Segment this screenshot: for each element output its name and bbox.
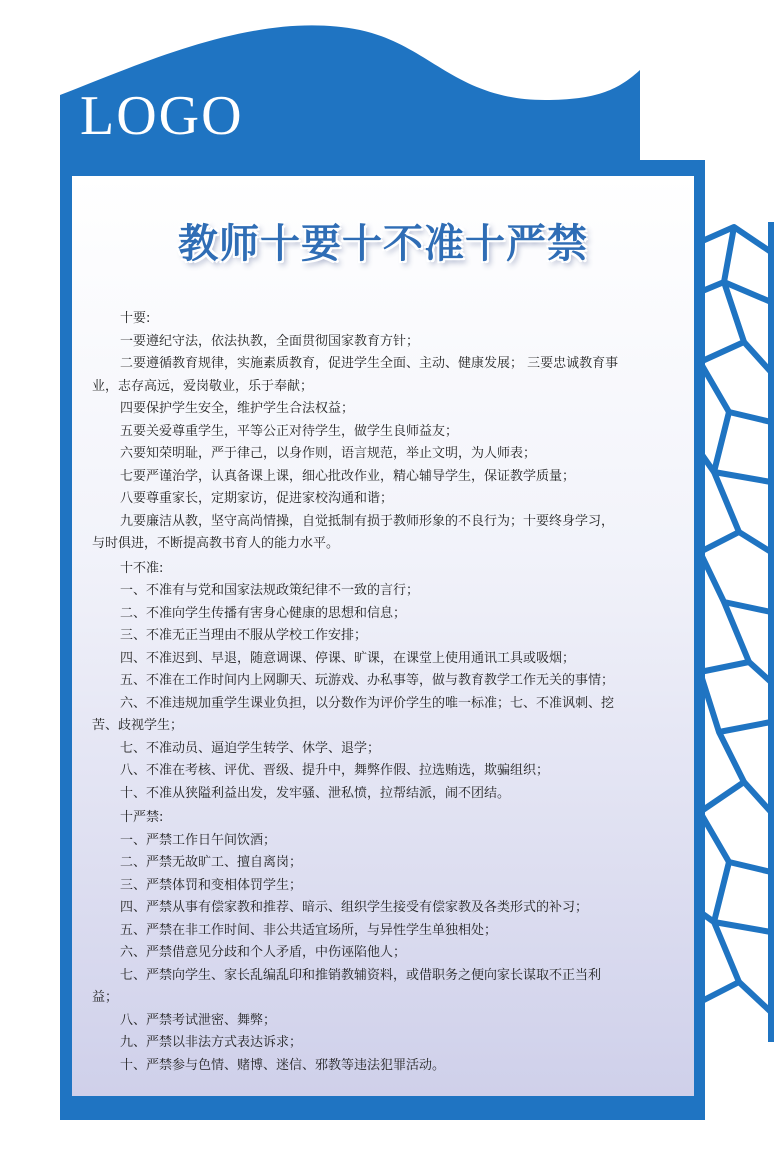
rule-line: 十、不准从狭隘利益出发，发牢骚、泄私愤，拉帮结派，闹不团结。 (120, 785, 511, 801)
logo-text: LOGO (80, 85, 244, 147)
decorative-lattice-panel (694, 222, 777, 1042)
rule-line: 三、不准无正当理由不服从学校工作安排； (120, 628, 368, 643)
rule-line: 与时俱进，不断提高教书育人的能力水平。 (92, 536, 340, 551)
rule-line: 五、不准在工作时间内上网聊天、玩游戏、办私事等，做与教育教学工作无关的事情； (120, 673, 615, 688)
section-heading: 十严禁: (120, 810, 164, 825)
rule-line: 益； (92, 990, 119, 1005)
rule-line: 八、不准在考核、评优、晋级、提升中，舞弊作假、拉选贿选，欺骗组织； (120, 763, 550, 778)
rule-line: 七、严禁向学生、家长乱编乱印和推销教辅资料，或借职务之便向家长谋取不正当利 (120, 967, 602, 983)
rule-line: 一要遵纪守法，依法执教，全面贯彻国家教育方针； (120, 333, 420, 349)
rule-line: 五要关爱尊重学生，平等公正对待学生，做学生良师益友； (120, 423, 459, 439)
rule-line: 八、严禁考试泄密、舞弊； (120, 1012, 277, 1028)
rule-line: 十、严禁参与色情、赌博、迷信、邪教等违法犯罪活动。 (120, 1057, 446, 1073)
rule-line: 一、不准有与党和国家法规政策纪律不一致的言行； (120, 583, 420, 598)
section-heading: 十不准: (120, 560, 164, 576)
rule-line: 业，志存高远，爱岗敬业，乐于奉献； (92, 378, 314, 394)
rule-line: 三、严禁体罚和变相体罚学生； (120, 877, 303, 893)
rule-line: 九要廉洁从教，坚守高尚情操，自觉抵制有损于教师形象的不良行为；十要终身学习， (120, 513, 615, 529)
section-heading: 十要: (120, 311, 151, 326)
rule-line: 九、严禁以非法方式表达诉求； (120, 1035, 303, 1050)
rule-line: 四、不准迟到、早退，随意调课、停课、旷课，在课堂上使用通讯工具或吸烟； (120, 650, 576, 666)
rule-line: 二要遵循教育规律，实施素质教育，促进学生全面、主动、健康发展； 三要忠诚教育事 (120, 356, 619, 371)
rule-line: 二、不准向学生传播有害身心健康的思想和信息； (120, 605, 407, 621)
page-title: 教师十要十不准十严禁 (178, 221, 588, 267)
rule-line: 六、严禁借意见分歧和个人矛盾，中伤诬陷他人； (120, 945, 407, 960)
rule-line: 二、严禁无故旷工、擅自离岗； (120, 855, 303, 870)
rule-line: 六要知荣明耻，严于律己，以身作则，语言规范，举止文明，为人师表； (120, 446, 537, 461)
rule-line: 五、严禁在非工作时间、非公共适宜场所，与异性学生单独相处； (120, 922, 498, 938)
rule-line: 八要尊重家长，定期家访，促进家校沟通和谐； (120, 491, 394, 506)
rule-line: 六、不准违规加重学生课业负担，以分数作为评价学生的唯一标准；七、不准讽刺、挖 (120, 695, 615, 711)
rule-line: 七、不准动员、逼迫学生转学、休学、退学； (120, 740, 381, 756)
rule-line: 一、严禁工作日午间饮酒； (120, 832, 277, 848)
rule-line: 苦、歧视学生； (92, 718, 184, 733)
rule-line: 四要保护学生安全，维护学生合法权益； (120, 401, 355, 416)
rule-line: 七要严谨治学，认真备课上课，细心批改作业，精心辅导学生，保证教学质量； (120, 468, 576, 484)
rules-text (88, 306, 684, 1077)
rule-line: 四、严禁从事有偿家教和推荐、暗示、组织学生接受有偿家教及各类形式的补习； (120, 900, 589, 915)
